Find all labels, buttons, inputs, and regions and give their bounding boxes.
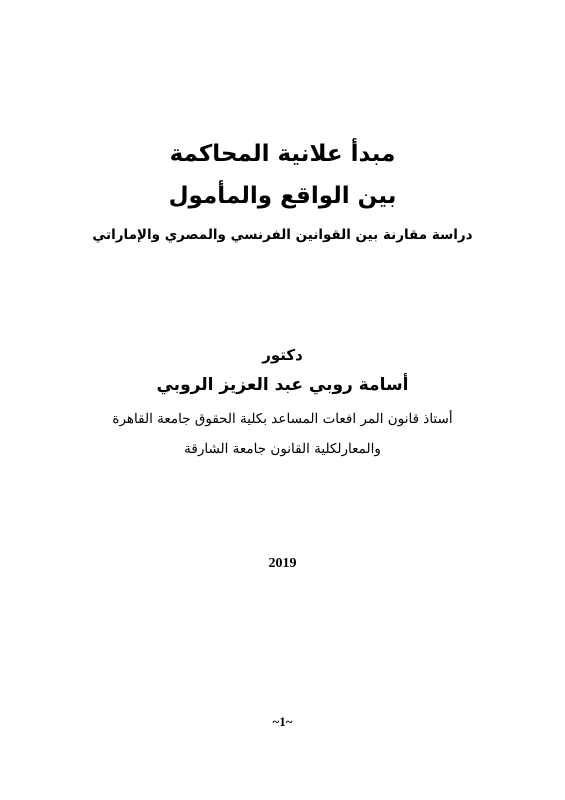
- book-title-line-1: مبدأ علانية المحاكمة: [169, 141, 396, 167]
- author-name: أسامة روبي عبد العزيز الروبي: [156, 375, 409, 395]
- book-title-line-2: بين الواقع والمأمول: [168, 183, 397, 209]
- publication-year: 2019: [268, 556, 297, 571]
- page-number: ~1~: [272, 714, 293, 729]
- author-academic-title: دكتور: [262, 346, 303, 364]
- book-subtitle: دراسة مقارنة بين القوانين الفرنسي والمصري والإماراتي: [92, 227, 473, 243]
- author-affiliation-line-1: أستاذ قانون المر افعات المساعد بكلية الحقوق جامعة القاهرة: [112, 411, 453, 427]
- author-affiliation-line-2: والمعارلكلية القانون جامعة الشارقة: [184, 441, 381, 457]
